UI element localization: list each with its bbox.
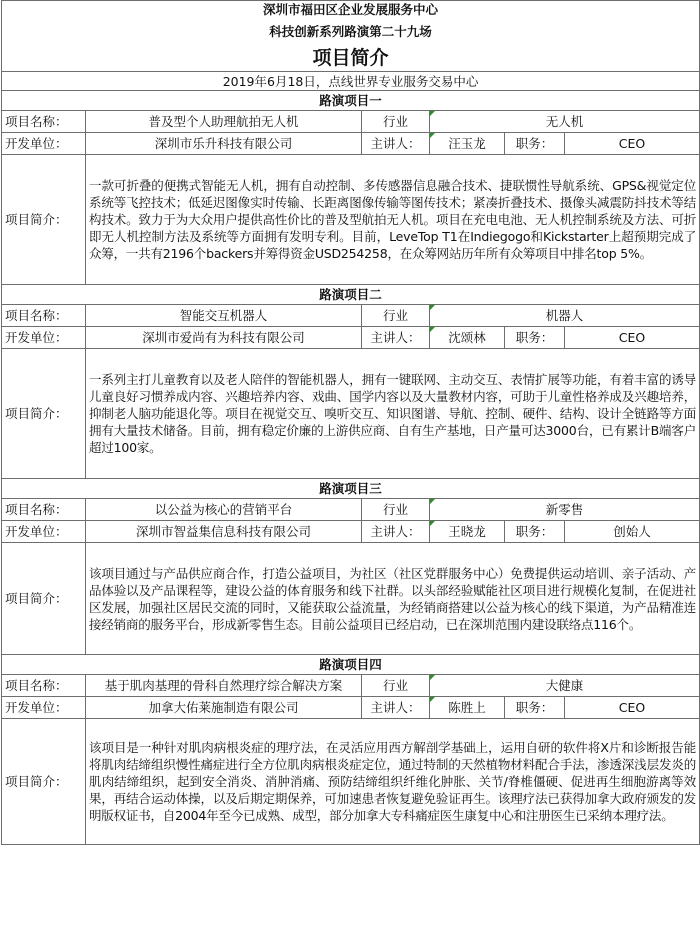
industry-label: 行业 <box>362 305 430 327</box>
position-value: CEO <box>565 133 700 155</box>
developer-label: 开发单位： <box>2 327 86 349</box>
title-line-event: 科技创新系列路演第二十九场 <box>269 24 432 39</box>
industry-value: 大健康 <box>430 675 700 697</box>
intro-text: 一系列主打儿童教育以及老人陪伴的智能机器人，拥有一键联网、主动交互、表情扩展等功能，有着丰富的诱导儿童良好习惯养成内容、兴趣培养内容、戏曲、国学内容以及大量教材内容，可助于儿童性格养成及兴趣培养，抑制老人脑功能退化等。项目在视觉交互、嗅听交互、知识图谱、导航、控制、硬件、结构、设计全链路等方面拥有大量技术储备。目前，拥有稳定价廉的上游供应商、自有生产基地，日产量可达3000台，已有累计B端客户超过100家。 <box>86 349 700 479</box>
position-value: CEO <box>565 697 700 719</box>
industry-value: 无人机 <box>430 111 700 133</box>
title-line-org: 深圳市福田区企业发展服务中心 <box>263 2 439 17</box>
developer-value: 深圳市智益集信息科技有限公司 <box>86 521 362 543</box>
speaker-label: 主讲人： <box>362 133 430 155</box>
speaker-label: 主讲人： <box>362 327 430 349</box>
title-line-heading: 项目简介 <box>312 47 389 69</box>
developer-label: 开发单位： <box>2 697 86 719</box>
speaker-value: 汪玉龙 <box>430 133 505 155</box>
developer-value: 深圳市爱尚有为科技有限公司 <box>86 327 362 349</box>
industry-value: 机器人 <box>430 305 700 327</box>
position-label: 职务： <box>505 133 565 155</box>
industry-label: 行业 <box>362 499 430 521</box>
position-label: 职务： <box>505 327 565 349</box>
intro-text: 一款可折叠的便携式智能无人机，拥有自动控制、多传感器信息融合技术、捷联惯性导航系统、GPS&视觉定位系统等飞控技术；低延迟图像实时传输、长距离图像传输等图传技术；紧凑折叠技术、摄像头减震防抖技术等结构技术。致力于为大众用户提供高性价比的普及型航拍无人机。项目在充电电池、无人机控制系统及方法、可折即无人机控制方法及系统等方面拥有发明专利。目前，LeveTop T1在Indiegogo和Kickstarter上超预期完成了众筹，一共有2196个backers并筹得资金USD254258，在众筹网站历年所有众筹项目中排名top 5%。 <box>86 155 700 285</box>
intro-label: 项目简介： <box>2 349 86 479</box>
document-title <box>2 1 700 72</box>
industry-value: 新零售 <box>430 499 700 521</box>
project-sheet <box>1 0 700 845</box>
project-name-label: 项目名称： <box>2 675 86 697</box>
position-value: CEO <box>565 327 700 349</box>
position-label: 职务： <box>505 697 565 719</box>
speaker-label: 主讲人： <box>362 521 430 543</box>
project-name-value: 普及型个人助理航拍无人机 <box>86 111 362 133</box>
project-name-label: 项目名称： <box>2 499 86 521</box>
project-name-value: 以公益为核心的营销平台 <box>86 499 362 521</box>
developer-value: 加拿大佑莱施制造有限公司 <box>86 697 362 719</box>
industry-label: 行业 <box>362 675 430 697</box>
developer-label: 开发单位： <box>2 133 86 155</box>
project-name-label: 项目名称： <box>2 111 86 133</box>
speaker-value: 沈颂林 <box>430 327 505 349</box>
position-value: 创始人 <box>565 521 700 543</box>
project-name-value: 基于肌肉基理的骨科自然理疗综合解决方案 <box>86 675 362 697</box>
intro-label: 项目简介： <box>2 155 86 285</box>
speaker-label: 主讲人： <box>362 697 430 719</box>
developer-value: 深圳市乐升科技有限公司 <box>86 133 362 155</box>
speaker-value: 王晓龙 <box>430 521 505 543</box>
speaker-value: 陈胜上 <box>430 697 505 719</box>
intro-text: 该项目通过与产品供应商合作，打造公益项目，为社区（社区党群服务中心）免费提供运动培训、亲子活动、产品体验以及产品课程等，建设公益的体育服务和线下社群。以头部经验赋能社区项目进行规模化复制，在促进社区发展，加强社区居民交流的同时，又能获取公益流量，为经销商搭建以公益为核心的线下渠道，为产品精准连接经销商的服务平台，形成新零售生态。目前公益项目已经启动，已在深圳范围内建设联络点116个。 <box>86 543 700 655</box>
date-venue: 2019年6月18日，点线世界专业服务交易中心 <box>2 72 700 91</box>
position-label: 职务： <box>505 521 565 543</box>
industry-label: 行业 <box>362 111 430 133</box>
intro-label: 项目简介： <box>2 719 86 845</box>
section-header-1: 路演项目一 <box>2 91 700 111</box>
section-header-2: 路演项目二 <box>2 285 700 305</box>
intro-text: 该项目是一种针对肌肉病根炎症的理疗法，在灵活应用西方解剖学基础上，运用自研的软件将X片和诊断报告能将肌肉结缔组织慢性痛症进行全方位肌肉病根炎症定位，通过特制的天然植物材料配合手法，渗透深浅层发炎的肌肉结缔组织，起到安全消炎、消肿消痛、预防结缔组织纤维化肿胀、关节/脊椎僵硬、促进再生细胞游离等效果，再结合运动体操，以及后期定期保养，可加速患者恢复避免验证再生。该理疗法已获得加拿大政府颁发的发明版权证书，自2004年至今已成熟、成型，部分加拿大专科痛症医生康复中心和注册医生已采纳本理疗法。 <box>86 719 700 845</box>
project-name-label: 项目名称： <box>2 305 86 327</box>
section-header-4: 路演项目四 <box>2 655 700 675</box>
project-name-value: 智能交互机器人 <box>86 305 362 327</box>
developer-label: 开发单位： <box>2 521 86 543</box>
section-header-3: 路演项目三 <box>2 479 700 499</box>
intro-label: 项目简介： <box>2 543 86 655</box>
